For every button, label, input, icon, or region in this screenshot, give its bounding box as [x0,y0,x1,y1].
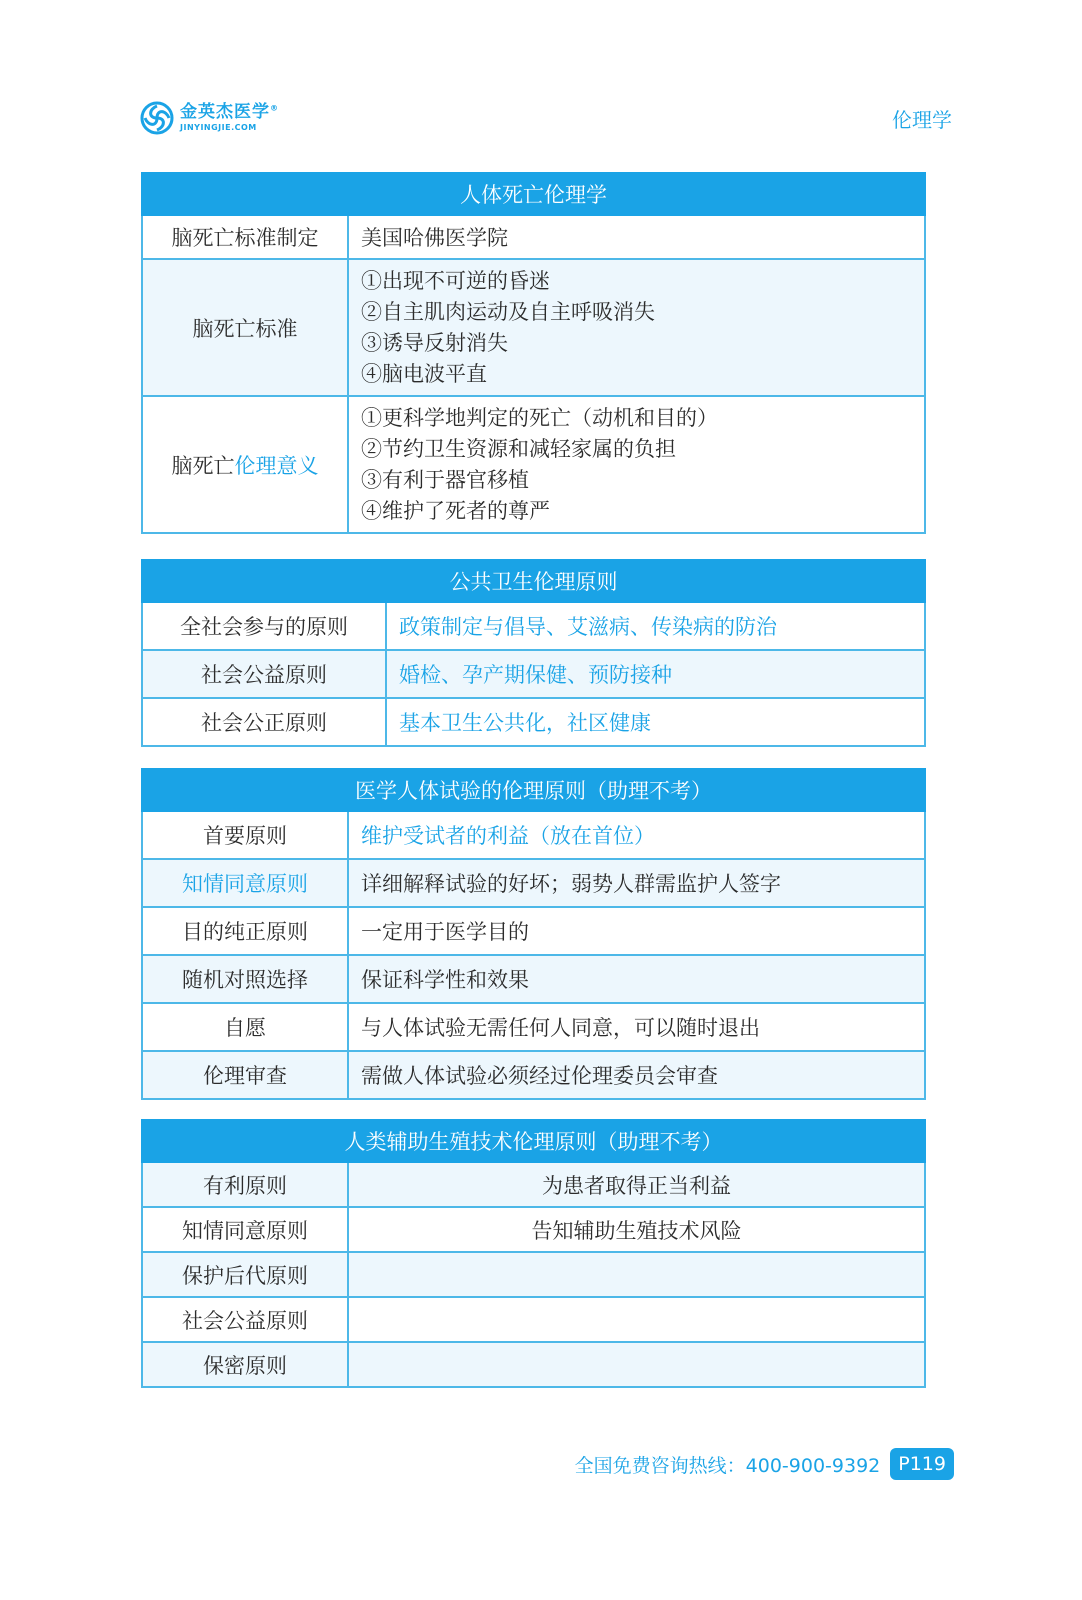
row-label: 保护后代原则 [142,1252,348,1297]
table-title: 医学人体试验的伦理原则（助理不考） [142,769,925,811]
row-value: 美国哈佛医学院 [348,215,925,259]
significance-list [348,396,925,533]
death-ethics-table [141,172,926,534]
table-title: 公共卫生伦理原则 [142,560,925,602]
list-item: ③诱导反射消失 [361,330,508,355]
criteria-list [348,259,925,396]
row-label: 自愿 [142,1003,348,1051]
row-label [142,396,348,533]
row-label: 社会公益原则 [142,1297,348,1342]
row-value: 保证科学性和效果 [348,955,925,1003]
row-value: 告知辅助生殖技术风险 [348,1207,925,1252]
row-value: 基本卫生公共化，社区健康 [386,698,925,746]
list-item: ①更科学地判定的死亡（动机和目的） [361,405,718,430]
page-header [140,98,952,138]
row-label: 伦理审查 [142,1051,348,1099]
assisted-reproduction-table [141,1119,926,1388]
page-number-badge: P119 [890,1448,954,1480]
row-label: 随机对照选择 [142,955,348,1003]
row-value: 与人体试验无需任何人同意，可以随时退出 [348,1003,925,1051]
row-label: 社会公益原则 [142,650,386,698]
human-trial-table [141,768,926,1100]
row-value [348,1252,925,1297]
label-part: 脑死亡 [171,453,235,478]
list-item: ①出现不可逆的昏迷 [361,268,550,293]
page-footer [575,1446,954,1482]
list-item: ②节约卫生资源和减轻家属的负担 [361,436,676,461]
row-value: 婚检、孕产期保健、预防接种 [386,650,925,698]
row-value: 详细解释试验的好坏；弱势人群需监护人签字 [348,859,925,907]
row-value: 维护受试者的利益（放在首位） [348,811,925,859]
row-value: 一定用于医学目的 [348,907,925,955]
row-label: 首要原则 [142,811,348,859]
row-label: 保密原则 [142,1342,348,1387]
logo-swirl-icon [140,101,174,135]
row-value: 需做人体试验必须经过伦理委员会审查 [348,1051,925,1099]
table-title: 人类辅助生殖技术伦理原则（助理不考） [142,1120,925,1162]
list-item: ④脑电波平直 [361,361,487,386]
logo-name: 金英杰医学 [180,102,270,122]
list-item: ③有利于器官移植 [361,467,529,492]
row-label: 脑死亡标准 [142,259,348,396]
hotline-text: 全国免费咨询热线：400-900-9392 [574,1454,881,1477]
logo-domain: JINYINGJIE.COM [180,123,257,132]
row-label: 知情同意原则 [142,859,348,907]
brand-logo [140,98,279,138]
list-item: ②自主肌肉运动及自主呼吸消失 [361,299,655,324]
row-label: 全社会参与的原则 [142,602,386,650]
section-title: 伦理学 [892,108,952,132]
row-value: 为患者取得正当利益 [348,1162,925,1207]
row-label: 目的纯正原则 [142,907,348,955]
row-value: 政策制定与倡导、艾滋病、传染病的防治 [386,602,925,650]
registered-mark: ® [270,103,279,113]
list-item: ④维护了死者的尊严 [361,498,550,523]
table-title: 人体死亡伦理学 [142,173,925,215]
row-label: 脑死亡标准制定 [142,215,348,259]
row-label: 知情同意原则 [142,1207,348,1252]
public-health-table [141,559,926,747]
row-value [348,1297,925,1342]
row-label: 有利原则 [142,1162,348,1207]
label-highlight: 伦理意义 [234,453,319,478]
row-label: 社会公正原则 [142,698,386,746]
row-value [348,1342,925,1387]
